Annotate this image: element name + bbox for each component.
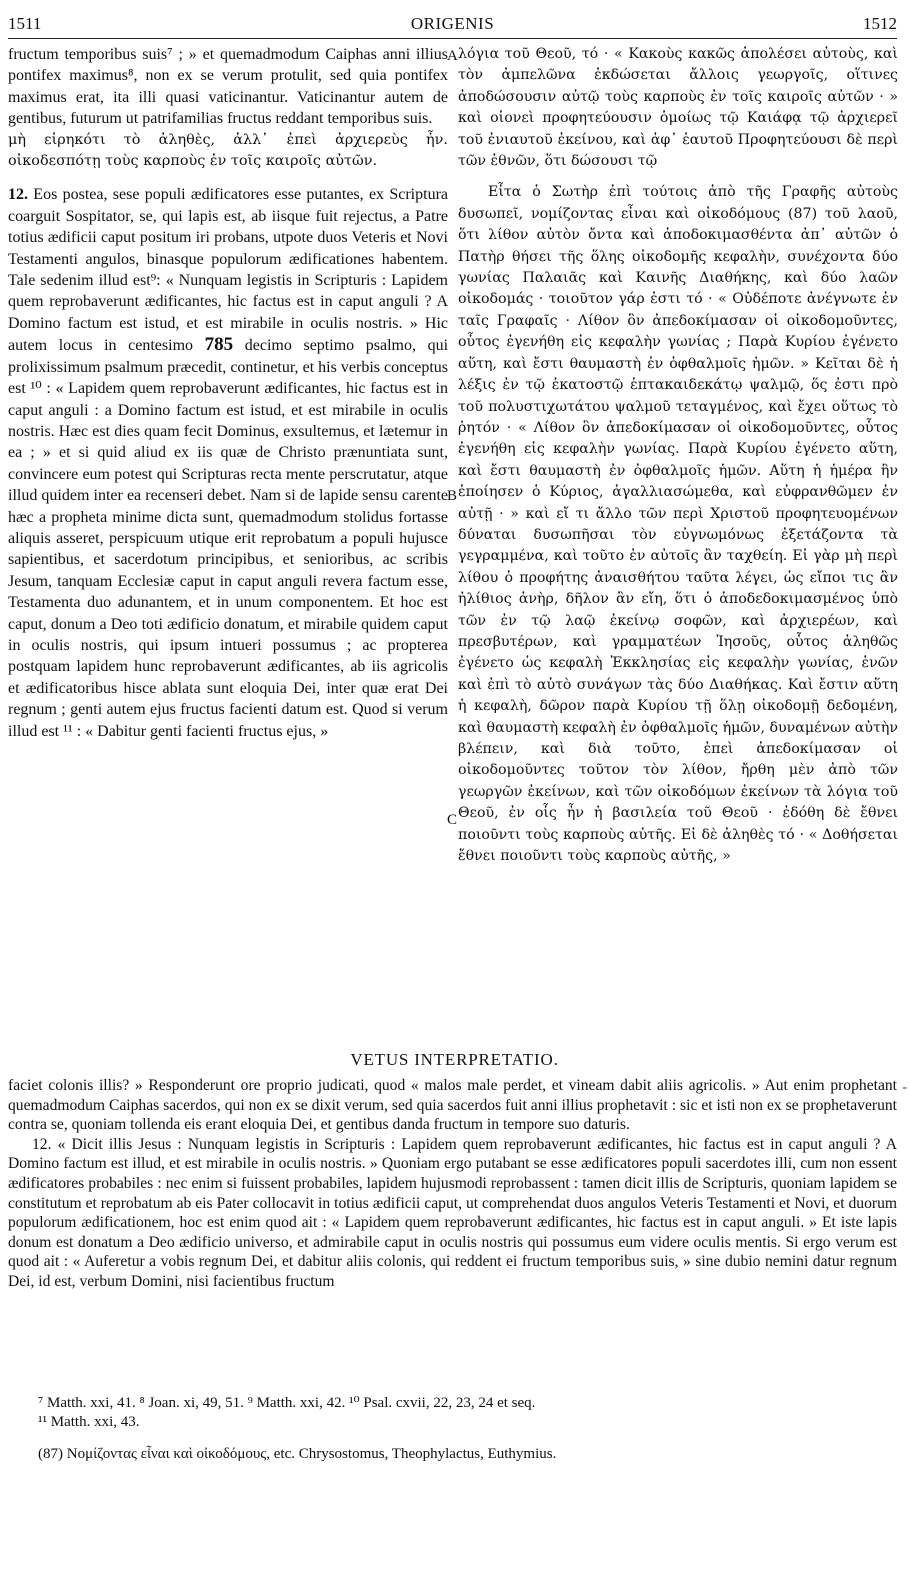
edge-mark: -	[902, 1080, 907, 1095]
footnotes	[8, 1394, 897, 1432]
right-page-number: 1512	[863, 14, 897, 33]
left-page-number: 1511	[8, 14, 42, 33]
latin-paragraph	[8, 184, 448, 742]
greek-paragraph: Εἶτα ὁ Σωτὴρ ἐπὶ τούτοις ἀπὸ τῆς Γραφῆς αὐτοὺς δυσωπεῖ, νομίζοντας εἶναι καὶ οἰκοδόμους (87) τοῦ λαοῦ, ὅτι λίθον αὐτὸν ὄντα καὶ ἀποδοκιμασθέντα ἀπ᾽ αὐτῶν ὁ Πατὴρ θήσει τῆς ὅλης οἰκοδομῆς κεφαλὴν, συνέχοντα δύο γωνίας Παλαιᾶς καὶ Καινῆς Διαθήκης, καὶ δύο λαῶν οἰκοδομάς · τοιοῦτον γάρ ἐστι τό · « Οὐδέποτε ἀνέγνωτε ἐν ταῖς Γραφαῖς · Λίθον ὃν ἀπεδοκίμασαν οἱ οἰκοδομοῦντες, οὗτος ἐγενήθη εἰς κεφαλὴν γωνίας ; Παρὰ Κυρίου ἐγένετο αὕτη, καὶ ἔστι θαυμαστὴ ἐν ὀφθαλμοῖς ἡμῶν. » Κεῖται δὲ ἡ λέξις ἐν τῷ ἑκατοστῷ ἑπτακαιδεκάτῳ ψαλμῷ, ὅς ἐστι πρὸ τοῦ πολυστιχωτάτου ψαλμοῦ τεταγμένος, καὶ ἔχει οὕτως τὸ ῥητόν · « Λίθον ὃν ἀπεδοκίμασαν οἱ οἰκοδομοῦντες, οὗτος ἐγενήθη εἰς κεφαλὴν γωνίας. Παρὰ Κυρίου ἐγένετο αὕτη, καὶ ἔστι θαυμαστὴ ἐν ὀφθαλμοῖς ἡμῶν. Αὕτη ἡ ἡμέρα ἣν ἐποίησεν ὁ Κύριος, ἀγαλλιασώμεθα, καὶ εὐφρανθῶμεν ἐν αὐτῇ · » καὶ εἴ τι ἄλλο τῶν περὶ Χριστοῦ προφητευομένων δύναται δυσωπῆσαι τὸν εὐγνωμόνως ἐξετάζοντα τὰ γεγραμμένα, καὶ τοῦτο ἐν αὐτοῖς ἂν ταχθείη. Εἰ γὰρ μὴ περὶ λίθου ὁ προφήτης ἀναισθήτου ταῦτα λέγει, ὡς εἴποι τις ἂν ἠλίθιος ἀνὴρ, δῆλον ἂν εἴη, ὅτι ὁ ἀποδεδοκιμασμένος ὑπὸ τῶν ἐν τῷ λαῷ ἐκείνῳ σοφῶν, καὶ ἀρχιερέων, καὶ πρεσβυτέρων, καὶ γραμματέων Ἰησοῦς, οὗτος ἀληθῶς ἐγένετο ὡς κεφαλὴ Ἐκκλησίας εἰς κεφαλὴν γωνίας, ἑνῶν καὶ ἐπὶ τὸ αὐτὸ συνάγων τὰς δύο Διαθήκας. Καὶ ἔστιν αὕτη ἡ κεφαλὴ, δῶρον παρὰ Κυρίου τῇ ὅλῃ οἰκοδομῇ δεδομένη, καὶ θαυμαστὴ κεφαλὴ ἐν ὀφθαλμοῖς ἡμῶν, δυναμένων αὐτὴν βλέπειν, καὶ διὰ τοῦτο, ἐπεὶ ἀπεδοκίμασαν οἱ οἰκοδομοῦντες τοῦτον τὸν λίθον, ἤρθη μὲν ἀπὸ τῶν γεωργῶν ἐκείνων, καὶ τῶν οἰκοδόμων ἐκείνων τὰ λόγια τοῦ Θεοῦ, ἐν οἷς ἦν ἡ βασιλεία τοῦ Θεοῦ · ἐδόθη δὲ ἔθνει ποιοῦντι τοὺς καρποὺς αὐτῆς. Εἰ δὲ ἀληθὲς τό · « Δοθήσεται ἔθνει ποιοῦντι τοὺς καρποὺς αὐτῆς, »	[458, 184, 898, 865]
footnote-line: ¹¹ Matth. xxi, 43.	[38, 1414, 140, 1430]
latin-paragraph: fructum temporibus suis⁷ ; » et quemadmodum Caiphas anni illius pontifex maximus⁸, non ex se verum protulit, sed quia pontifex maximus erat, ita illi quasi vaticinantur. Vaticinantur autem de gentibus, futurum ut patrifamilias fructus reddant temporibus suis.	[8, 46, 448, 128]
paragraph-gap	[8, 172, 448, 184]
vetus-paragraph: faciet colonis illis? » Responderunt ore proprio judicati, quod « malos male perdet, et vineam dabit aliis agricolis. » Aut enim prophetant quemadmodum Caiphas sacerdos, qui non ex se dixit verum, sed quia sacerdos fuit anni illius prophetavit : sic et isti non ex se prophetaverunt contra se, quoniam tollenda eis erant eloquia Dei, et gentibus danda fructum in tempore suo daturis.	[8, 1077, 897, 1134]
latin-column	[8, 44, 448, 742]
footnote-line: ⁷ Matth. xxi, 41. ⁸ Joan. xi, 49, 51. ⁹ Matth. xxi, 42. ¹⁰ Psal. cxvii, 22, 23, 24 et seq.	[38, 1395, 536, 1411]
vetus-paragraph: 12. « Dicit illis Jesus : Nunquam legistis in Scripturis : Lapidem quem reprobaverunt ædificantes, hic factus est in caput anguli ? A Domino factum est illud, et est mirabile in oculis nostris. » Quoniam ergo putabant se esse ædificatores populi sacerdotes illi, cum non essent ædificatores probabiles : nec enim si fuissent probabiles, lapidem hujusmodi reprobassent : tamen dicit illis de Scripturis, quoniam lapidem se constitutum et reprobatum ab eis Pater collocavit in totius ædificii caput, ut comprehendat duos angulos Veteris Testamenti et Novi, et duorum populorum ædificationem, hoc est enim quod ait : « Lapidem quem reprobaverunt ædificantes, hic factus est in caput anguli. » Et iste lapis donum est donatum a Deo ædificio universo, et admirabile caput in oculis nostris qui possumus eum videre oculis mentis. Si ergo verum est quod ait : « Auferetur a vobis regnum Dei, et dabitur aliis colonis, qui reddent ei fructum temporibus suis, » sine dubio nemini datur regnum Dei, id est, verbum Domini, nisi facientibus fructum	[8, 1135, 897, 1290]
editor-note: (87) Νομίζοντας εἶναι καὶ οἰκοδόμους, etc. Chrysostomus, Theophylactus, Euthymius.	[38, 1446, 557, 1462]
vetus-interpretatio-text	[8, 1076, 897, 1292]
running-title: ORIGENIS	[410, 14, 495, 33]
margin-marker-b: B	[447, 488, 458, 504]
latin-text: decimo septimo psalmo, qui prolixissimum psalmum præcedit, continetur, et his verbis conceptus est ¹⁰ : « Lapidem quem reprobaverunt ædificantes, hic factus est in caput anguli : a Domino factum est istud, et est mirabile in oculis nostris. Hæc est dies quam fecit Dominus, exsultemus, et lætemur in ea ; » et si quid aliud ex iis quæ de Christo prænuntiata sunt, convincere eum potest qui Scripturas recta mente perscrutatur, atque illud quidem inter ea recenseri debet. Nam si de lapide sensu carente hæc a propheta minime dicta sunt, quemadmodum stolidus fortasse aliquis asseret, perspicuum utique erit reprobatum a populi hujusce sapientibus, et sacerdotum principibus, et senioribus, ac scribis Jesum, tanquam Ecclesiæ caput in caput anguli revera factum esse, Testamenta duo adunantem, et in unum componentem. Et hoc est caput, donum a Deo toti ædificio donatum, et mirabile quidem caput in oculis nostris, qui ipsum intueri possumus ; ac propterea postquam lapidem hunc reprobaverunt ædificantes, ab iis agricolis et ædificatoribus hisce ablata sunt eloquia Dei, inter quæ erat Dei regnum ; genti autem ejus fructus facienti datum est. Quod si verum illud est ¹¹ : « Dabitur genti facienti fructus ejus, »	[8, 337, 449, 740]
greek-column	[458, 44, 898, 867]
greek-interlinear-line: μὴ εἰρηκότι τὸ ἀληθὲς, ἀλλ᾽ ἐπεὶ ἀρχιερεὺς ἦν. οἰκοδεσπότῃ τοὺς καρποὺς ἐν τοῖς καιροῖς αὐτῶν.	[8, 131, 448, 170]
vetus-interpretatio-heading: VETUS INTERPRETATIO.	[350, 1050, 559, 1069]
paragraph-gap	[458, 172, 898, 182]
running-header	[8, 14, 897, 39]
margin-marker-c: C	[447, 812, 458, 828]
latin-text: Eos postea, sese populi ædificatores esse putantes, ex Scriptura coarguit Sospitator, se, qui lapis est, ab iisque fuit rejectus, a Patre totius ædificii caput positum iri probans, utpote duos Veteris et Novi Testamenti angulos, binasque populorum ædificationes habentem. Tale sedenim illud est⁹: « Nunquam legistis in Scripturis : Lapidem quem reprobaverunt ædificantes, hic factus est in caput anguli ? A Domino factum est istud, et est mirabile in oculis nostris. » Hic autem locus in centesimo	[8, 186, 449, 355]
greek-paragraph: λόγια τοῦ Θεοῦ, τό · « Κακοὺς κακῶς ἀπολέσει αὐτοὺς, καὶ τὸν ἀμπελῶνα ἐκδώσεται ἄλλοις γεωργοῖς, οἵτινες ἀποδώσουσιν αὐτῷ τοὺς καρποὺς ἐν τοῖς καιροῖς αὐτῶν · » καὶ οἱονεὶ προφητεύουσιν ὁμοίως τῷ Καιάφᾳ τῷ ἀρχιερεῖ τοῦ ἐνιαυτοῦ ἐκείνου, καὶ ἀφ᾽ ἑαυτοῦ Προφητεύουσι δὲ περὶ τῶν ἐθνῶν, ὅτι δώσουσι τῷ	[458, 46, 898, 170]
paragraph-number: 12.	[8, 186, 28, 204]
column-number: 785	[204, 334, 234, 356]
margin-marker-a: A	[447, 48, 458, 64]
